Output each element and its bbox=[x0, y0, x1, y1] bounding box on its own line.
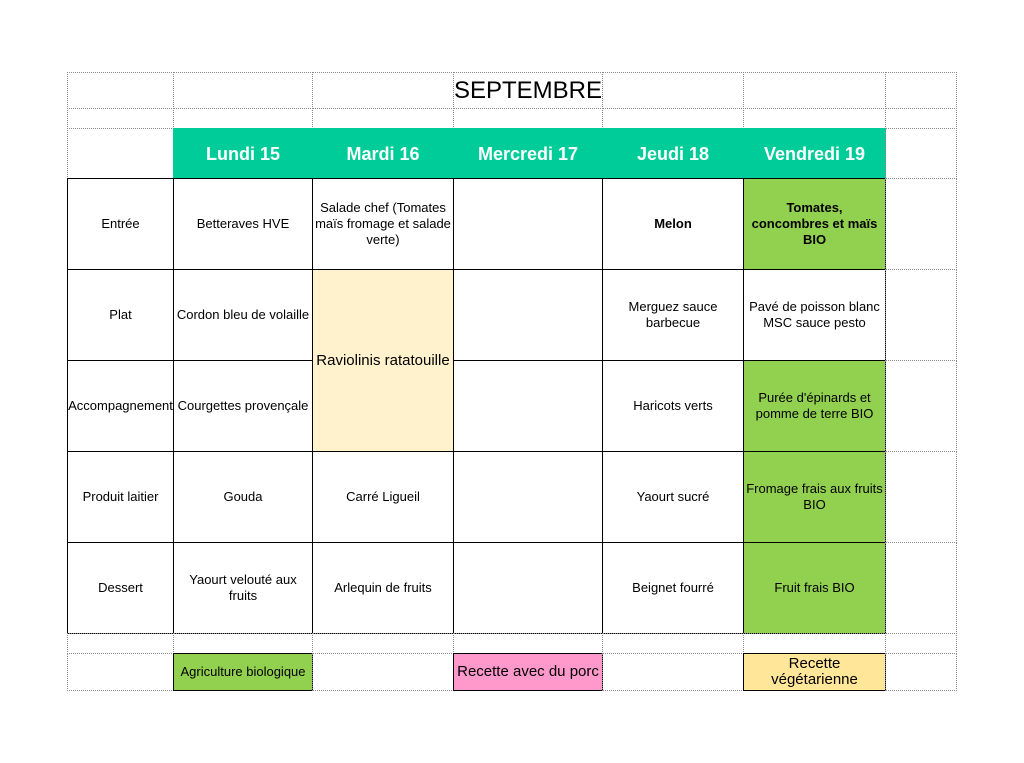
grid-cell bbox=[173, 633, 313, 654]
menu-cell: Gouda bbox=[173, 451, 313, 543]
menu-cell bbox=[453, 178, 603, 270]
menu-cell: Yaourt sucré bbox=[602, 451, 744, 543]
row-label-plat: Plat bbox=[67, 269, 174, 361]
row-label-accompagnement: Accompagnement bbox=[67, 360, 174, 452]
grid-cell bbox=[885, 451, 957, 543]
page-title: SEPTEMBRE bbox=[453, 76, 603, 104]
grid-cell bbox=[173, 72, 313, 109]
grid-cell bbox=[67, 128, 174, 179]
menu-cell bbox=[453, 542, 603, 634]
grid-cell bbox=[885, 542, 957, 634]
menu-cell: Cordon bleu de volaille bbox=[173, 269, 313, 361]
menu-cell-bio: Fruit frais BIO bbox=[743, 542, 886, 634]
grid-cell bbox=[885, 72, 957, 109]
menu-cell-bio: Fromage frais aux fruits BIO bbox=[743, 451, 886, 543]
menu-cell-bio: Purée d'épinards et pomme de terre BIO bbox=[743, 360, 886, 452]
grid-cell bbox=[67, 633, 174, 654]
grid-cell bbox=[885, 178, 957, 270]
grid-cell bbox=[885, 108, 957, 129]
menu-cell-vegetarian: Raviolinis ratatouille bbox=[312, 269, 454, 452]
grid-cell bbox=[743, 633, 886, 654]
menu-cell: Courgettes provençale bbox=[173, 360, 313, 452]
grid-cell bbox=[173, 108, 313, 129]
grid-cell bbox=[885, 653, 957, 691]
menu-cell: Pavé de poisson blanc MSC sauce pesto bbox=[743, 269, 886, 361]
grid-cell bbox=[312, 633, 454, 654]
day-header-vendredi: Vendredi 19 bbox=[743, 128, 886, 179]
menu-cell: Salade chef (Tomates maïs fromage et salade verte) bbox=[312, 178, 454, 270]
menu-cell bbox=[453, 451, 603, 543]
menu-cell: Melon bbox=[602, 178, 744, 270]
menu-cell bbox=[453, 269, 603, 361]
grid-cell bbox=[602, 653, 744, 691]
grid-cell bbox=[885, 269, 957, 361]
grid-cell bbox=[67, 108, 174, 129]
day-header-mercredi: Mercredi 17 bbox=[453, 128, 603, 179]
grid-cell bbox=[602, 633, 744, 654]
menu-cell-bio: Tomates, concombres et maïs BIO bbox=[743, 178, 886, 270]
grid-cell bbox=[743, 72, 886, 109]
day-header-mardi: Mardi 16 bbox=[312, 128, 454, 179]
menu-cell: Merguez sauce barbecue bbox=[602, 269, 744, 361]
menu-cell: Carré Ligueil bbox=[312, 451, 454, 543]
grid-cell bbox=[67, 72, 174, 109]
legend-vegetarien: Recette végétarienne bbox=[743, 653, 886, 691]
day-header-jeudi: Jeudi 18 bbox=[602, 128, 744, 179]
menu-cell: Yaourt velouté aux fruits bbox=[173, 542, 313, 634]
legend-bio: Agriculture biologique bbox=[173, 653, 313, 691]
grid-cell bbox=[885, 128, 957, 179]
row-label-dessert: Dessert bbox=[67, 542, 174, 634]
menu-cell: Betteraves HVE bbox=[173, 178, 313, 270]
grid-cell bbox=[453, 108, 603, 129]
row-label-entree: Entrée bbox=[67, 178, 174, 270]
legend-porc: Recette avec du porc bbox=[453, 653, 603, 691]
grid-cell bbox=[885, 633, 957, 654]
row-label-produit-laitier: Produit laitier bbox=[67, 451, 174, 543]
menu-cell bbox=[453, 360, 603, 452]
grid-cell bbox=[312, 108, 454, 129]
grid-cell bbox=[312, 653, 454, 691]
grid-cell bbox=[602, 72, 744, 109]
day-header-lundi: Lundi 15 bbox=[173, 128, 313, 179]
menu-cell: Beignet fourré bbox=[602, 542, 744, 634]
grid-cell bbox=[312, 72, 454, 109]
grid-cell bbox=[453, 633, 603, 654]
grid-cell bbox=[743, 108, 886, 129]
grid-cell bbox=[885, 360, 957, 452]
menu-cell: Arlequin de fruits bbox=[312, 542, 454, 634]
grid-cell bbox=[67, 653, 174, 691]
menu-cell: Haricots verts bbox=[602, 360, 744, 452]
grid-cell bbox=[602, 108, 744, 129]
